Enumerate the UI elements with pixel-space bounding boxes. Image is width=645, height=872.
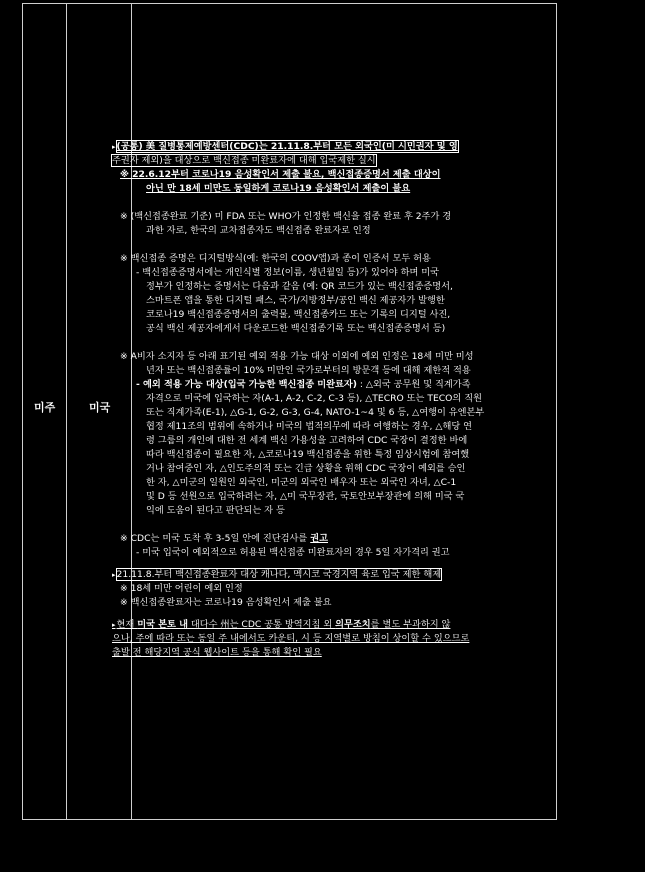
note-cert-1: ※ 백신접종 증명은 디지털방식(예: 한국의 COOV앱)과 종이 인증서 모두 허용: [120, 253, 431, 264]
exception-line-7: 거나 참여중인 자, △인도주의적 또는 긴급 상황을 위해 CDC 국장이 예외를 승인: [146, 463, 466, 474]
note-visa-2: 년자 또는 백신접종률이 10% 미만인 국가로부터의 방문객 등에 대해 제한적 적용: [146, 365, 471, 376]
note-cdc-recommend: 권고: [310, 533, 328, 544]
note-negative-test-2: 아닌 만 18세 미만도 동일하게 코로나19 음성확인서 제출이 불요: [146, 183, 411, 194]
country-cell: 미국: [89, 401, 111, 414]
note-cdc-detail: - 미국 입국이 예외적으로 허용된 백신접종 미완료자의 경우 5일 자가격리 권고: [136, 547, 450, 558]
note-children: ※ 18세 미만 어린이 예외 인정: [120, 583, 243, 594]
bullet-state-rules: ▸현재 미국 본토 내 대다수 州는 CDC 공통 방역지침 외 의무조치를 별도 부과하지 않: [112, 619, 451, 630]
exception-line-8: 한 자, △미군의 일원인 외국인, 미군의 외국인 배우자 또는 외국인 자녀, △C-1: [146, 477, 457, 488]
bullet-land-border: [112, 568, 530, 582]
note-fda-1: ※ (백신접종완료 기준) 미 FDA 또는 WHO가 인정한 백신을 접종 완료 후 2주가 경: [120, 211, 452, 222]
bullet-common: [112, 140, 530, 154]
exception-heading: - 예외 적용 가능 대상(입국 가능한 백신접종 미완료자): [136, 379, 357, 390]
exception-line-9: 및 D 등 선원으로 입국하려는 자, △미 국무장관, 국토안보부장관에 의해 미국 국: [146, 491, 465, 502]
column-divider: [66, 4, 67, 819]
note-cdc-text: ※ CDC는 미국 도착 후 3-5일 안에 진단검사를: [120, 533, 311, 544]
bullet-land-border-text: 21.11.8.부터 백신접종완료자 대상 캐나다, 멕시코 국경지역 육로 입국 제한 해제: [116, 569, 442, 580]
triangle-bullet-icon: ▸: [112, 571, 116, 579]
region-cell: 미주: [34, 401, 56, 414]
exception-line-10: 익에 도움이 된다고 판단되는 자 등: [146, 505, 285, 516]
note-no-test: ※ 백신접종완료자는 코로나19 음성확인서 제출 불요: [120, 597, 332, 608]
bullet-common-line1: (공통) 美 질병통제예방센터(CDC)는 21.11.8.부터 모든 외국인(미 시민권자 및 영: [116, 141, 458, 152]
bullet-state-rules-2: 으나, 주에 따라 또는 동일 주 내에서도 카운티, 시 등 지역별로 방침이 상이할 수 있으므로: [112, 633, 470, 644]
triangle-bullet-icon: ▸: [112, 621, 116, 629]
exception-line-3: 또는 직계가족(E-1), △G-1, G-2, G-3, G-4, NATO-1~4 및 6 등, △여행이 유엔본부: [146, 407, 485, 418]
note-cert-detail-2: 정부가 인정하는 증명서는 다음과 같음 (예: QR 코드가 있는 백신접종증명서,: [146, 281, 453, 292]
bullet-state-rules-3: 출발 전 해당지역 공식 웹사이트 등을 통해 확인 필요: [112, 647, 322, 658]
exception-line-6: 따라 백신접종이 필요한 자, △코로나19 백신접종을 위한 특정 임상시험에 참여했: [146, 449, 470, 460]
exception-line-5: 령 그룹의 개인에 대한 전 세계 백신 가용성을 고려하여 CDC 국장이 결정한 바에: [146, 435, 468, 446]
note-visa-1: ※ A비자 소지자 등 아래 표기된 예외 적용 가능 대상 이외에 예외 인정은 18세 미만 미성: [120, 351, 474, 362]
note-negative-test-1: ※ 22.6.12부터 코로나19 음성확인서 제출 불요, 백신접종증명서 제출 대상이: [120, 169, 441, 180]
triangle-bullet-icon: ▸: [112, 143, 116, 151]
exception-line-2: 자격으로 미국에 입국하는 자(A-1, A-2, C-2, C-3 등), △TECRO 또는 TECO의 직원: [146, 393, 482, 404]
details-cell: [112, 140, 530, 660]
bullet-common-line2: 주권자 제외)을 대상으로 백신접종 미완료자에 대해 입국제한 실시: [112, 155, 376, 166]
note-cert-detail-1: - 백신접종증명서에는 개인식별 정보(이름, 생년월일 등)가 있어야 하며 미국: [136, 267, 440, 278]
note-cert-detail-3: 스마트폰 앱을 통한 디지털 패스, 국가/지방정부/공인 백신 제공자가 발행한: [146, 295, 445, 306]
note-fda-2: 과한 자로, 한국의 교차접종자도 백신접종 완료자로 인정: [146, 225, 371, 236]
note-cert-detail-4: 코로나19 백신접종증명서의 출력물, 백신접종카드 또는 기록의 디지털 사진,: [146, 309, 451, 320]
exception-line-1: : △외국 공무원 및 직계가족: [356, 379, 471, 390]
exception-line-4: 협정 제11조의 범위에 속하거나 미국의 법적의무에 따라 여행하는 경우, △해당 연: [146, 421, 473, 432]
note-cert-detail-5: 공식 백신 제공자에게서 다운로드한 백신접종기록 또는 백신접종증명서 등): [146, 323, 446, 334]
